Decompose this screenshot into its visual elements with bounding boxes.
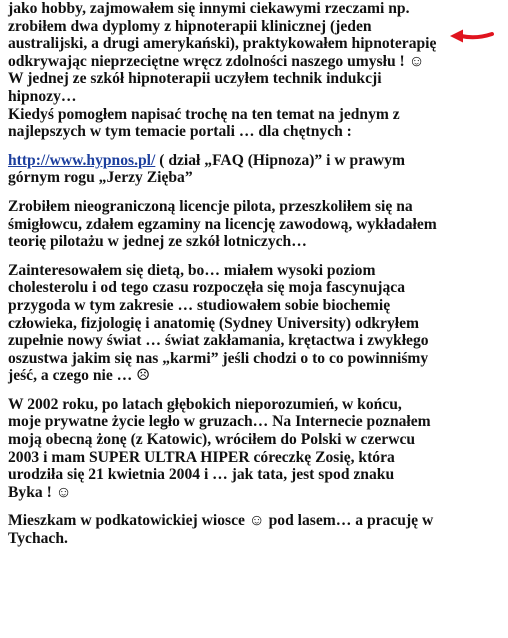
text-line: człowieka, fizjologię i anatomię (Sydney University) odkryłem: [8, 314, 420, 332]
red-arrow-icon: [448, 28, 494, 44]
text-line: urodziła się 21 kwietnia 2004 i … jak tata, jest spod znaku: [8, 466, 395, 484]
text-line: cholesterolu i od tego czasu rozpoczęła się moja fascynująca: [8, 279, 405, 297]
text-line: Zrobiłem nieograniczoną licencje pilota, przeszkoliłem się na: [8, 197, 413, 215]
text-line: Byka ! ☺: [8, 483, 72, 501]
text-line: hipnozy…: [8, 87, 77, 105]
text-line: W 2002 roku, po latach głębokich nieporozumień, w końcu,: [8, 395, 402, 413]
paragraph-hobbies: [8, 0, 504, 141]
text-line: oszustwa jakim się nas „karmi” jeśli chodzi o to co powinniśmy: [8, 349, 429, 367]
link-description: ( dział „FAQ (Hipnoza)” i w prawym: [155, 151, 405, 169]
paragraph-pilot: [8, 198, 504, 251]
paragraph-diet: [8, 262, 504, 385]
text-line: Tychach.: [8, 530, 68, 548]
text-line: Mieszkam w podkatowickiej wiosce ☺ pod lasem… a pracuję w: [8, 512, 434, 530]
text-line: odkrywając nieprzeciętne wręcz zdolności naszego umysłu ! ☺: [8, 52, 425, 70]
text-line: jako hobby, zajmowałem się innymi ciekawymi rzeczami np.: [8, 0, 410, 17]
text-line: jeść, a czego nie … ☹: [8, 367, 151, 385]
text-line: teorię pilotażu w jednej ze szkół lotniczych…: [8, 233, 307, 251]
text-line: przygoda w tym zakresie … studiowałem sobie biochemię: [8, 296, 391, 314]
text-line: Kiedyś pomogłem napisać trochę na ten temat na jednym z: [8, 105, 400, 123]
paragraph-family: [8, 396, 504, 502]
hypnos-link[interactable]: http://www.hypnos.pl/: [8, 151, 156, 169]
text-line: 2003 i mam SUPER ULTRA HIPER córeczkę Zosię, która: [8, 448, 395, 466]
text-line: górnym rogu „Jerzy Zięba”: [8, 169, 193, 187]
paragraph-link: [8, 152, 504, 187]
text-line: [8, 152, 504, 170]
text-line: moją obecną żonę (z Katowic), wróciłem do Polski w czerwcu: [8, 431, 416, 449]
text-line: zrobiłem dwa dyplomy z hipnoterapii klinicznej (jeden: [8, 17, 372, 35]
text-line: Zainteresowałem się dietą, bo… miałem wysoki poziom: [8, 261, 376, 279]
text-line: najlepszych w tym temacie portali … dla chętnych :: [8, 123, 352, 141]
text-line: zupełnie nowy świat … świat zakłamania, krętactwa i zwykłego: [8, 332, 429, 350]
document-body: [8, 0, 504, 548]
paragraph-home: [8, 512, 504, 547]
text-line: moje prywatne życie legło w gruzach… Na Internecie poznałem: [8, 413, 431, 431]
text-line: W jednej ze szkół hipnoterapii uczyłem technik indukcji: [8, 70, 382, 88]
text-line: australijski, a drugi amerykański), praktykowałem hipnoterapię: [8, 35, 437, 53]
text-line: śmigłowcu, zdałem egzaminy na licencję zawodową, wykładałem: [8, 215, 437, 233]
